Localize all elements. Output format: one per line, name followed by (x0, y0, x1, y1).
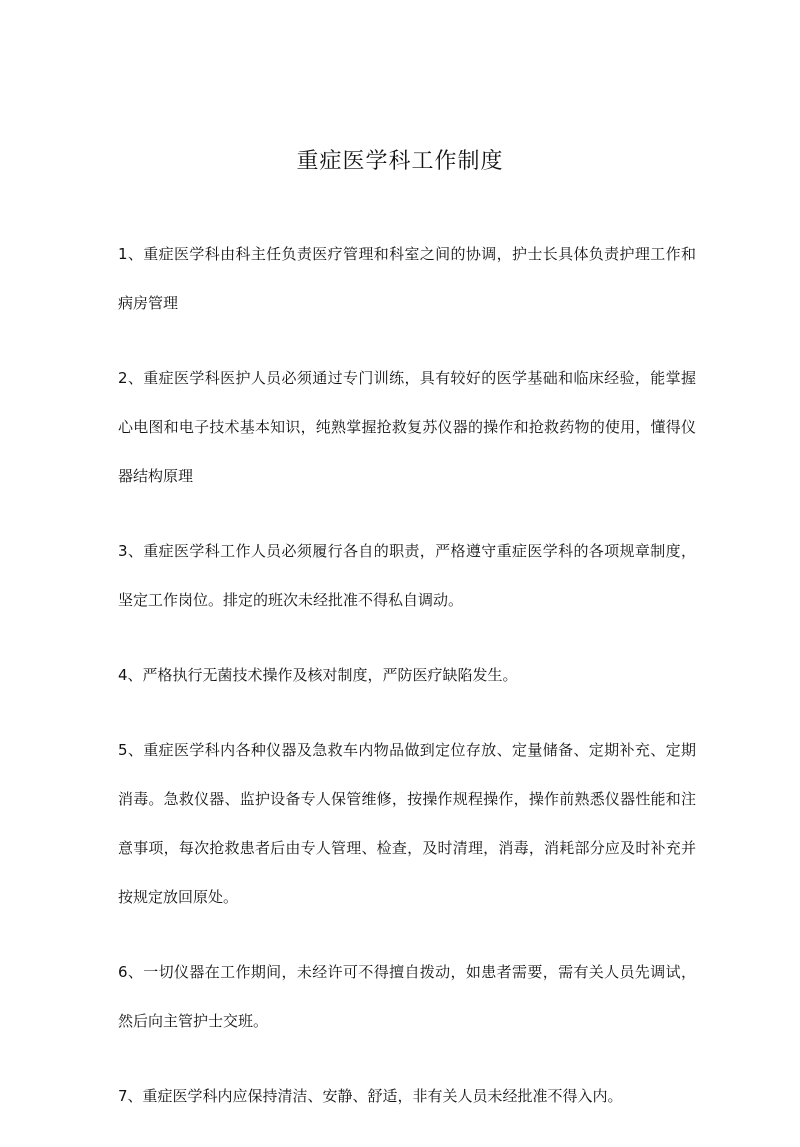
paragraph-4: 4、严格执行无菌技术操作及核对制度，严防医疗缺陷发生。 (118, 666, 518, 684)
paragraph-1: 1、重症医学科由科主任负责医疗管理和科室之间的协调，护士长具体负责护理工作和病房管理 (118, 245, 696, 312)
document-body (118, 230, 696, 1147)
paragraph-7: 7、重症医学科内应保持清洁、安静、舒适，非有关人员未经批准不得入内。 (118, 1087, 623, 1105)
page-title: 重症医学科工作制度 (296, 149, 504, 174)
paragraph-6: 6、一切仪器在工作期间，未经许可不得擅自拨动，如患者需要，需有关人员先调试，然后向主管护士交班。 (118, 963, 696, 1030)
paragraph-3: 3、重症医学科工作人员必须履行各自的职责，严格遵守重症医学科的各项规章制度，坚定工作岗位。排定的班次未经批准不得私自调动。 (118, 542, 696, 609)
paragraph-5: 5、重症医学科内各种仪器及急救车内物品做到定位存放、定量储备、定期补充、定期消毒。急救仪器、监护设备专人保管维修，按操作规程操作，操作前熟悉仪器性能和注意事项，每次抢救患者后由专人管理、检查，及时清理，消毒，消耗部分应及时补充并按规定放回原处。 (118, 741, 696, 906)
paragraph-2: 2、重症医学科医护人员必须通过专门训练，具有较好的医学基础和临床经验，能掌握心电图和电子技术基本知识，纯熟掌握抢救复苏仪器的操作和抢救药物的使用，懂得仪器结构原理 (118, 369, 696, 485)
